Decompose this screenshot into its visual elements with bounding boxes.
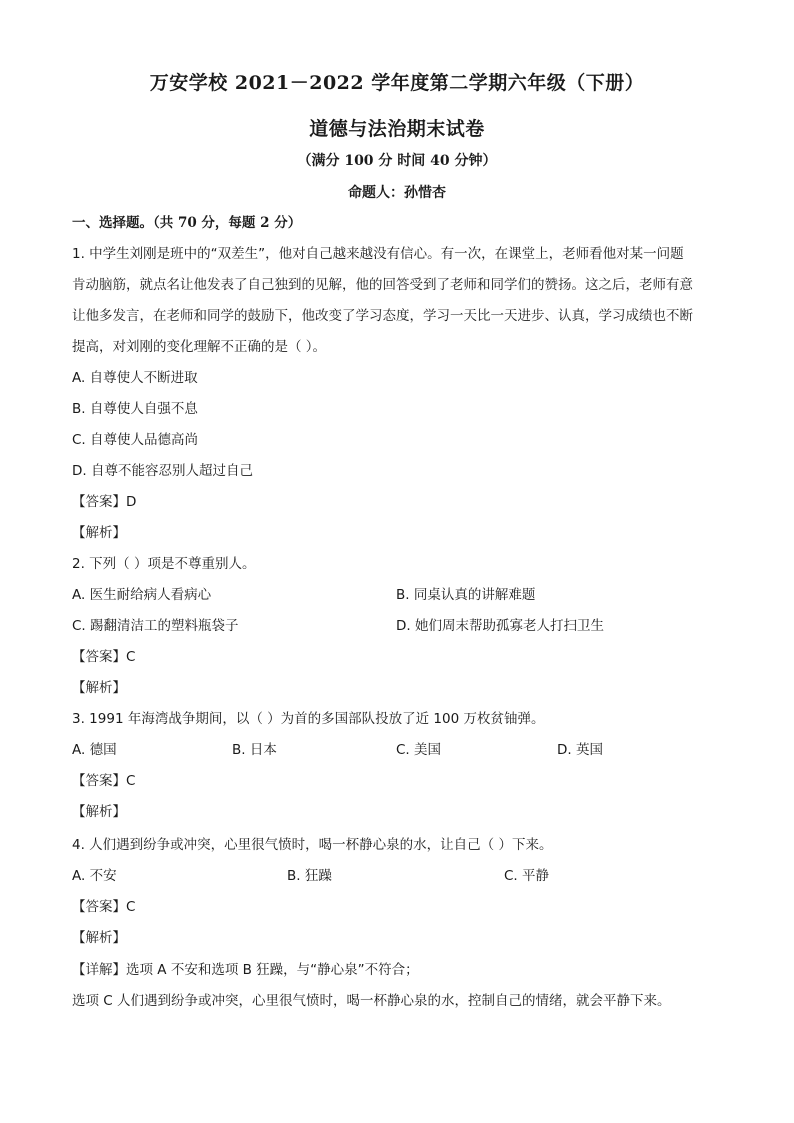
q1-answer (72, 492, 732, 512)
q1-stem-line: 肯动脑筋，就点名让他发表了自己独到的见解，他的回答受到了老师和同学们的赞扬。这之后，老师有意 (72, 277, 693, 293)
q3-stem-line: 3. 1991 年海湾战争期间，以（ ）为首的多国部队投放了近 100 万枚贫铀弹。 (72, 711, 545, 727)
answer-label: 【答案】 (72, 649, 126, 665)
q3-option-a: A. 德国 (72, 742, 117, 758)
q4-analysis-label: 【解析】 (72, 930, 126, 946)
q4-option-b: B. 狂躁 (287, 868, 332, 884)
q4-option-a: A. 不安 (72, 868, 117, 884)
q3-answer (72, 771, 732, 791)
q4-stem-line: 4. 人们遇到纷争或冲突，心里很气愤时，喝一杯静心泉的水，让自己（ ）下来。 (72, 837, 553, 853)
q2-stem-line: 2. 下列（ ）项是不尊重别人。 (72, 556, 256, 572)
q2-option-b: B. 同桌认真的讲解难题 (396, 587, 536, 603)
q4-option-c: C. 平静 (504, 868, 550, 884)
answer-label: 【答案】 (72, 494, 126, 510)
exam-author: 命题人：孙惜杏 (348, 185, 446, 201)
exam-meta: （满分 100 分 时间 40 分钟） (297, 153, 497, 169)
q3-analysis-label: 【解析】 (72, 804, 126, 820)
q4-answer (72, 897, 732, 917)
q3-option-c: C. 美国 (396, 742, 442, 758)
q1-stem-line: 提高，对刘刚的变化理解不正确的是（ ）。 (72, 339, 327, 355)
q2-option-a: A. 医生耐给病人看病心 (72, 587, 212, 603)
q1-stem-line: 1. 中学生刘刚是班中的“双差生”，他对自己越来越没有信心。有一次，在课堂上，老师看他对某一问题 (72, 246, 684, 262)
q3-option-b: B. 日本 (232, 742, 277, 758)
q2-analysis-label: 【解析】 (72, 680, 126, 696)
q2-option-d: D. 她们周末帮助孤寡老人打扫卫生 (396, 618, 604, 634)
q1-stem-line: 让他多发言，在老师和同学的鼓励下，他改变了学习态度，学习一天比一天进步、认真，学习成绩也不断 (72, 308, 693, 324)
q3-option-d: D. 英国 (557, 742, 603, 758)
detail-label: 【详解】 (72, 962, 126, 978)
answer-value: C (126, 899, 136, 915)
section-heading: 一、选择题。（共 70 分，每题 2 分） (72, 215, 302, 231)
q1-option-c: C. 自尊使人品德高尚 (72, 432, 199, 448)
detail-text: 选项 A 不安和选项 B 狂躁，与“静心泉”不符合； (126, 962, 419, 978)
q1-analysis-label: 【解析】 (72, 525, 126, 541)
answer-label: 【答案】 (72, 899, 126, 915)
q1-option-a: A. 自尊使人不断进取 (72, 370, 198, 386)
q4-detail-line: 选项 C 人们遇到纷争或冲突，心里很气愤时，喝一杯静心泉的水，控制自己的情绪，就会平静下来。 (72, 993, 671, 1009)
answer-value: C (126, 649, 136, 665)
q4-detail-line (72, 960, 732, 980)
q1-option-b: B. 自尊使人自强不息 (72, 401, 198, 417)
answer-value: C (126, 773, 136, 789)
answer-label: 【答案】 (72, 773, 126, 789)
exam-subject-title: 道德与法治期末试卷 (309, 118, 485, 140)
q1-option-d: D. 自尊不能容忍别人超过自己 (72, 463, 253, 479)
q2-answer (72, 647, 732, 667)
q2-option-c: C. 踢翻清洁工的塑料瓶袋子 (72, 618, 239, 634)
answer-value: D (126, 494, 137, 510)
exam-title: 万安学校 2021－2022 学年度第二学期六年级（下册） (149, 72, 645, 94)
